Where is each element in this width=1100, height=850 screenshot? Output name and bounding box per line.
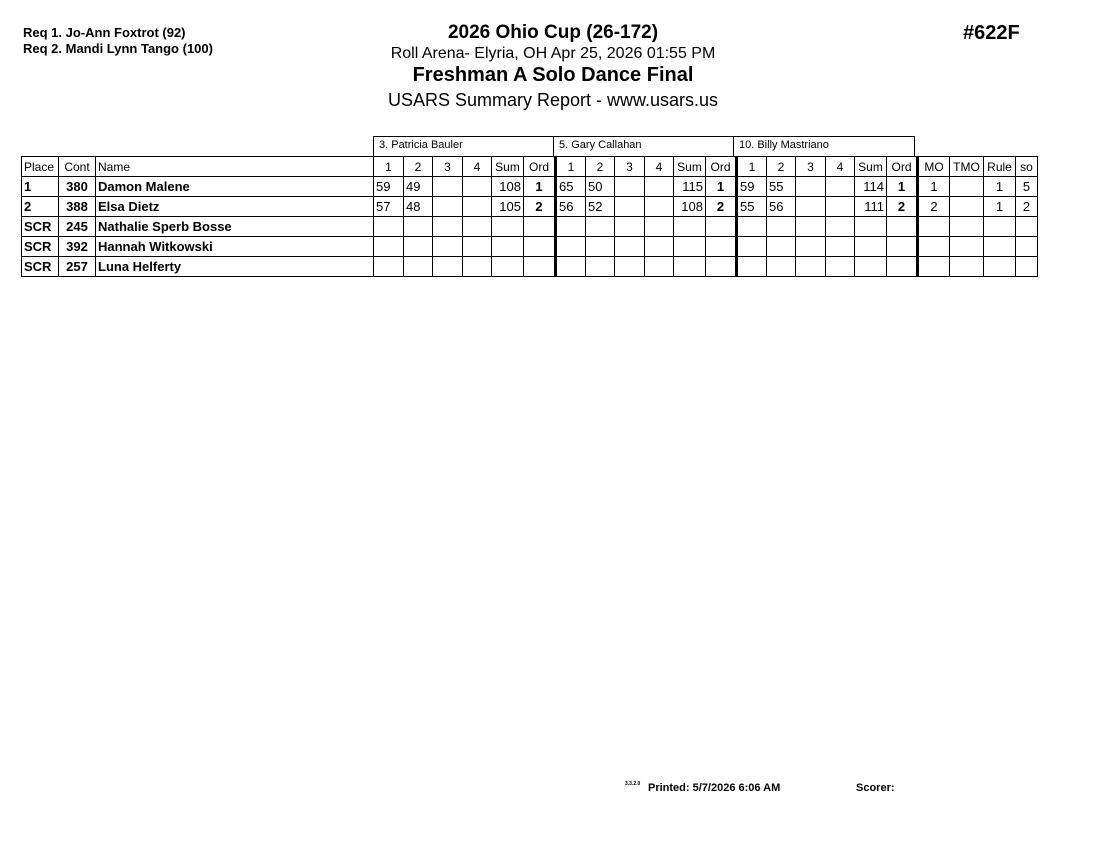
judge-1-sum (492, 257, 524, 277)
table-row (22, 257, 1038, 277)
judge-3-score-1 (737, 217, 767, 237)
judge-3-ordinal: 1 (887, 177, 918, 197)
col-mo: MO (918, 157, 950, 177)
col-j2-sum: Sum (674, 157, 706, 177)
col-j3-s3: 3 (796, 157, 826, 177)
rule-cell (984, 257, 1016, 277)
report-title: USARS Summary Report - www.usars.us (387, 90, 719, 110)
judge-1-score-2 (404, 257, 433, 277)
rule-cell (984, 237, 1016, 257)
col-j1-sum: Sum (492, 157, 524, 177)
cont-cell: 392 (59, 237, 96, 257)
judge-2-score-4 (645, 177, 674, 197)
mo-cell: 2 (918, 197, 950, 217)
judge-3-sum (855, 217, 887, 237)
scorer-label: Scorer: (856, 782, 895, 794)
judge-2-sum: 115 (674, 177, 706, 197)
cont-cell: 388 (59, 197, 96, 217)
judge-1-score-2: 48 (404, 197, 433, 217)
tmo-cell (950, 217, 984, 237)
judge-2-score-4 (645, 197, 674, 217)
judge-3-score-3 (796, 237, 826, 257)
judge-1-ordinal (524, 217, 556, 237)
printed-timestamp: Printed: 5/7/2026 6:06 AM (648, 782, 781, 794)
judge-1-ordinal (524, 237, 556, 257)
mo-cell (918, 217, 950, 237)
skater-name-cell: Luna Helferty (96, 257, 374, 277)
judge-2-score-1 (556, 257, 586, 277)
judge-2-score-1: 56 (556, 197, 586, 217)
judge-1-score-4 (463, 197, 492, 217)
judge-2-score-1: 65 (556, 177, 586, 197)
col-j1-s1: 1 (374, 157, 404, 177)
judge-3-score-3 (796, 217, 826, 237)
judge-2-sum (674, 257, 706, 277)
judge-2-score-2: 50 (586, 177, 615, 197)
judge-2-score-2 (586, 257, 615, 277)
judge-2-sum (674, 237, 706, 257)
place-cell: 1 (22, 177, 59, 197)
skater-name-cell: Damon Malene (96, 177, 374, 197)
judge-1-sum: 105 (492, 197, 524, 217)
judge-3-score-3 (796, 177, 826, 197)
judge-3-score-2 (767, 257, 796, 277)
mo-cell (918, 257, 950, 277)
cont-cell: 257 (59, 257, 96, 277)
judge-3-sum: 111 (855, 197, 887, 217)
mo-cell (918, 237, 950, 257)
judge-2-score-1 (556, 237, 586, 257)
tmo-cell (950, 177, 984, 197)
table-header-row (22, 157, 1038, 177)
judge-1-sum (492, 237, 524, 257)
col-j1-s4: 4 (463, 157, 492, 177)
judge-3-ordinal (887, 257, 918, 277)
judge-1-score-3 (433, 257, 463, 277)
col-rule: Rule (984, 157, 1016, 177)
judge-2-sum: 108 (674, 197, 706, 217)
so-cell: 5 (1016, 177, 1038, 197)
judge-1-score-4 (463, 257, 492, 277)
judge-2-ordinal (706, 237, 737, 257)
judge-1-score-2: 49 (404, 177, 433, 197)
judge-1-ordinal: 1 (524, 177, 556, 197)
col-j3-ord: Ord (887, 157, 918, 177)
so-cell (1016, 237, 1038, 257)
judge-1-score-2 (404, 237, 433, 257)
col-j3-s4: 4 (826, 157, 855, 177)
judge-3-sum: 114 (855, 177, 887, 197)
skater-name-cell: Hannah Witkowski (96, 237, 374, 257)
place-cell: SCR (22, 217, 59, 237)
judge-2-score-1 (556, 217, 586, 237)
referee-2: Req 2. Mandi Lynn Tango (100) (23, 41, 213, 56)
judge-3-sum (855, 237, 887, 257)
col-j2-ord: Ord (706, 157, 737, 177)
judge-3-score-1: 59 (737, 177, 767, 197)
col-j2-s2: 2 (586, 157, 615, 177)
mo-cell: 1 (918, 177, 950, 197)
version-label: 3.3.2.0 (625, 781, 641, 787)
judge-3-score-3 (796, 197, 826, 217)
so-cell (1016, 217, 1038, 237)
judge-header-2: 5. Gary Callahan (553, 136, 734, 156)
judge-3-score-1 (737, 257, 767, 277)
judge-1-sum (492, 217, 524, 237)
judge-1-score-3 (433, 237, 463, 257)
cont-cell: 380 (59, 177, 96, 197)
judge-3-score-2: 56 (767, 197, 796, 217)
col-j3-s1: 1 (737, 157, 767, 177)
judge-2-score-3 (615, 217, 645, 237)
judge-1-score-3 (433, 177, 463, 197)
judge-1-score-1: 59 (374, 177, 404, 197)
judge-3-score-4 (826, 257, 855, 277)
table-row (22, 197, 1038, 217)
col-tmo: TMO (950, 157, 984, 177)
judge-2-ordinal (706, 257, 737, 277)
referee-1: Req 1. Jo-Ann Foxtrot (92) (23, 25, 186, 40)
judge-1-score-3 (433, 197, 463, 217)
competition-title: 2026 Ohio Cup (26-172) (447, 22, 659, 43)
judge-2-score-3 (615, 257, 645, 277)
judge-3-ordinal (887, 237, 918, 257)
judge-header-3: 10. Billy Mastriano (733, 136, 915, 156)
tmo-cell (950, 257, 984, 277)
judge-2-score-4 (645, 237, 674, 257)
judge-3-score-4 (826, 237, 855, 257)
judge-1-score-1 (374, 217, 404, 237)
judge-3-ordinal: 2 (887, 197, 918, 217)
col-j1-s2: 2 (404, 157, 433, 177)
so-cell (1016, 257, 1038, 277)
col-place: Place (22, 157, 59, 177)
judge-3-score-3 (796, 257, 826, 277)
judge-2-score-2 (586, 237, 615, 257)
judge-1-score-4 (463, 217, 492, 237)
judge-2-score-3 (615, 237, 645, 257)
place-cell: SCR (22, 257, 59, 277)
col-j1-ord: Ord (524, 157, 556, 177)
rule-cell: 1 (984, 177, 1016, 197)
judge-3-score-4 (826, 177, 855, 197)
col-cont: Cont (59, 157, 96, 177)
judge-2-score-4 (645, 217, 674, 237)
cont-cell: 245 (59, 217, 96, 237)
place-cell: 2 (22, 197, 59, 217)
judge-1-score-4 (463, 177, 492, 197)
table-row (22, 217, 1038, 237)
judge-header-1: 3. Patricia Bauler (373, 136, 554, 156)
col-j3-sum: Sum (855, 157, 887, 177)
judge-1-ordinal (524, 257, 556, 277)
table-row (22, 177, 1038, 197)
col-name: Name (96, 157, 374, 177)
judge-1-score-1 (374, 257, 404, 277)
judge-3-score-2 (767, 217, 796, 237)
tmo-cell (950, 197, 984, 217)
col-j2-s4: 4 (645, 157, 674, 177)
judge-1-score-1: 57 (374, 197, 404, 217)
judge-2-score-2: 52 (586, 197, 615, 217)
judge-1-score-3 (433, 217, 463, 237)
event-number: #622F (963, 22, 1020, 44)
table-row (22, 237, 1038, 257)
judge-3-score-2: 55 (767, 177, 796, 197)
judge-2-score-3 (615, 177, 645, 197)
judge-1-ordinal: 2 (524, 197, 556, 217)
judge-3-score-2 (767, 237, 796, 257)
judge-3-sum (855, 257, 887, 277)
rule-cell: 1 (984, 197, 1016, 217)
event-title: Freshman A Solo Dance Final (412, 64, 694, 86)
rule-cell (984, 217, 1016, 237)
judge-1-score-1 (374, 237, 404, 257)
judge-2-score-2 (586, 217, 615, 237)
judge-1-score-2 (404, 217, 433, 237)
place-cell: SCR (22, 237, 59, 257)
judge-3-score-1: 55 (737, 197, 767, 217)
judge-1-score-4 (463, 237, 492, 257)
judge-2-ordinal (706, 217, 737, 237)
col-so: so (1016, 157, 1038, 177)
col-j1-s3: 3 (433, 157, 463, 177)
results-table (21, 156, 1038, 277)
judge-2-ordinal: 2 (706, 197, 737, 217)
venue-line: Roll Arena- Elyria, OH Apr 25, 2026 01:55 PM (390, 45, 716, 62)
judge-1-sum: 108 (492, 177, 524, 197)
tmo-cell (950, 237, 984, 257)
judge-3-score-4 (826, 217, 855, 237)
judge-2-sum (674, 217, 706, 237)
judge-2-score-3 (615, 197, 645, 217)
col-j2-s1: 1 (556, 157, 586, 177)
judge-2-ordinal: 1 (706, 177, 737, 197)
judge-3-score-1 (737, 237, 767, 257)
judge-3-score-4 (826, 197, 855, 217)
col-j3-s2: 2 (767, 157, 796, 177)
judge-3-ordinal (887, 217, 918, 237)
so-cell: 2 (1016, 197, 1038, 217)
skater-name-cell: Elsa Dietz (96, 197, 374, 217)
judge-2-score-4 (645, 257, 674, 277)
col-j2-s3: 3 (615, 157, 645, 177)
skater-name-cell: Nathalie Sperb Bosse (96, 217, 374, 237)
